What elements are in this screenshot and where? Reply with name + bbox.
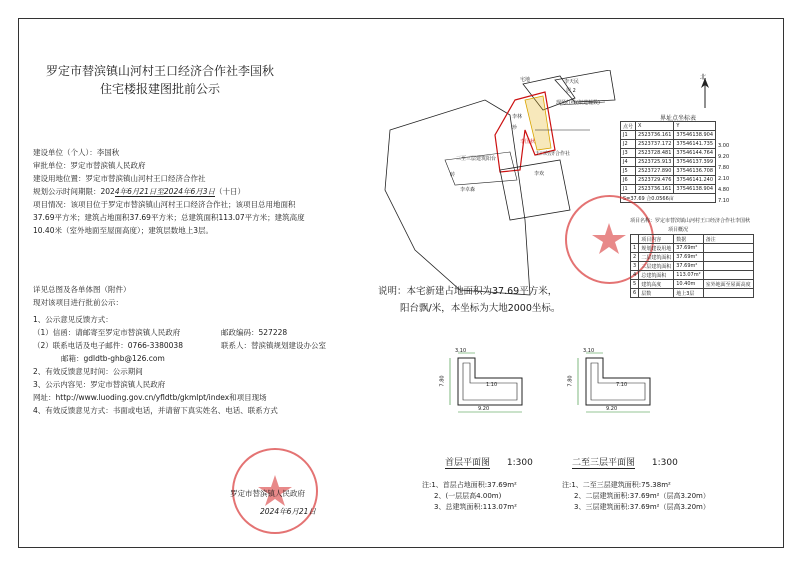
period-suffix: （十日） — [215, 187, 246, 196]
north-label: 北 — [700, 74, 707, 81]
table-row: 6 层数 地上3层 — [631, 289, 754, 298]
plan2-dim-left: 7.80 — [567, 375, 574, 387]
info-block — [33, 146, 305, 237]
plan1-dim-bottom: 9.20 — [478, 406, 490, 412]
label-balcony: 三至三层建筑阳台 — [456, 156, 497, 162]
coord-table — [620, 121, 716, 203]
coord-col-x: X — [636, 122, 674, 131]
plan2-dim-top: 3.10 — [583, 348, 595, 354]
label-lihuan: 李欢 — [534, 171, 545, 177]
period-handwritten: 4年6月21日至2024年6月3日 — [114, 187, 216, 196]
neighbor-upper-right — [555, 70, 615, 102]
plan2-dim-bottom: 9.20 — [606, 406, 618, 412]
plan1-title — [445, 455, 533, 468]
project-line-2: 37.69平方米；建筑占地面积37.69平方米；总建筑面积113.07平方米；建筑高度 — [33, 213, 305, 222]
url-text: 网址：http://www.luoding.gov.cn/yfldtb/gkmlpt/index和项目现场 — [33, 393, 267, 402]
label-coop: 王口经济合作社 — [535, 151, 571, 157]
neighbor-lower — [500, 160, 570, 220]
site-note-line-2: 阳台飘/米，本坐标为大地2000坐标。 — [400, 303, 561, 314]
table-row: 3 三层建筑面积 37.69m² — [631, 262, 754, 271]
coord-table-header: 界址点坐标表 — [660, 115, 697, 122]
plan1-dim-left: 7.80 — [439, 375, 446, 387]
label-litianmin: 李天民 — [564, 79, 580, 85]
land-unit: 建设用地位置：罗定市替滨镇山河村王口经济合作社 — [33, 174, 206, 183]
table-row: J5 2523727.890 37546136.708 — [621, 167, 716, 176]
eco-table-sub: 项目概况 — [668, 227, 689, 233]
table-row: 4 总建筑面积 113.07m² — [631, 271, 754, 280]
postcode: 邮政编码：527228 — [221, 328, 288, 337]
table-row: J1 2523736.161 37546138.904 — [621, 185, 716, 194]
plan1-dim-mid: 1.10 — [486, 382, 498, 388]
plan2-dim-mid: 7.10 — [616, 382, 628, 388]
title-line-2: 住宅楼报建图批前公示 — [99, 82, 220, 96]
body-block — [33, 283, 326, 417]
plan2-title-text: 二至三层平面图 — [572, 458, 636, 468]
plan2-scale: 1:300 — [651, 458, 678, 468]
label-owner: 李国秋 — [520, 139, 536, 145]
plan1-scale: 1:300 — [506, 458, 533, 468]
table-row: J6 2523729.476 37546141.240 — [621, 176, 716, 185]
section-2: 2、有效反馈意见时间：公示期间 — [33, 367, 143, 376]
project-line-3: 10.40米（室外地面至屋面高度）；建筑层数地上3层。 — [33, 226, 213, 235]
project-line-1: 项目情况：该项目位于罗定市替滨镇山河村王口经济合作社；该项目总用地面积 — [33, 200, 296, 209]
plan2-notes: 注:1、二至三层建筑面积:75.38m² 2、二层建筑面积:37.69m²（层高3.20m） 3、三层建筑面积:37.69m²（层高3.20m） — [562, 481, 710, 511]
section-1b: （2）联系电话及电子邮件：0766-3380038 — [33, 341, 183, 350]
title-line-1: 罗定市替滨镇山河村王口经济合作社李国秋 — [45, 64, 274, 78]
plan1-dim-top: 3.10 — [455, 348, 467, 354]
email: 邮箱：gdldtb-ghb@126.com — [61, 354, 165, 363]
sign-date: 2024年6月21日 — [260, 507, 316, 516]
site-note-line-1: 说明：本宅新建占地面积为37.69平方米， — [378, 286, 558, 297]
page-title — [40, 62, 280, 98]
site-note — [378, 283, 560, 317]
section-1: 1、公示意见反馈方式： — [33, 315, 113, 324]
coord-distances: 3.00 9.20 7.80 2.10 4.80 7.10 — [718, 143, 730, 204]
eco-table-header: 项目名称：罗定市替滨镇山河村王口经济合作社李国秋 — [630, 218, 751, 224]
detail-text: 详见总图及各单体图（附件） — [33, 285, 131, 294]
period-prefix: 规划公示时间期限：202 — [33, 187, 115, 196]
section-1a: （1）信函：请邮寄至罗定市替滨镇人民政府 — [33, 328, 181, 337]
table-row: J2 2523737.172 37546141.735 — [621, 140, 716, 149]
approver: 审批单位：罗定市替滨镇人民政府 — [33, 161, 146, 170]
applicant: 建设单位（个人）：李国秋 — [33, 148, 120, 157]
now-text: 现对该项目进行批前公示： — [33, 298, 123, 307]
plan1-notes: 注:1、首层占地面积:37.69m² 2、(一层层高4.00m) 3、总建筑面积:113.07m² — [422, 481, 517, 511]
table-row: 5 建筑高度 10.40m 室外地面至屋面高度 — [631, 280, 754, 289]
label-ju2: 居 2 — [566, 88, 576, 94]
table-row: J1 2523736.161 37546138.904 — [621, 131, 716, 140]
label-zhaidi: 宅地 — [520, 77, 531, 83]
plan2-title — [572, 455, 678, 468]
contact: 联系人：替滨镇规划建设办公室 — [221, 341, 326, 350]
label-lizhuosen: 李卓森 — [460, 187, 476, 193]
section-4: 4、有效反馈意见方式：书面或电话，并请留下真实姓名、电话、联系方式 — [33, 406, 278, 415]
plan1-title-text: 首层平面图 — [445, 458, 491, 468]
coord-col-label: 点号 — [621, 122, 636, 131]
period — [33, 185, 305, 198]
table-row: 2 二层建筑面积 37.69m² — [631, 253, 754, 262]
label-redline: 现场红线(拟建幢数) — [556, 100, 600, 106]
eco-table: 项目内容 数据 备注 1 规划建设用地 37.69m² 2 二层建筑面积 37.69m² 3 三层建筑面积 37.69m² 4 总建筑面积 113.07m² 5 建筑高度 10.40m 室外地面至屋面高度 6 层数 地上3层 — [630, 234, 754, 298]
section-3: 3、公示内容见：罗定市替滨镇人民政府 — [33, 380, 166, 389]
label-lilin: 李林 — [512, 114, 523, 120]
neighbor-parcel — [385, 100, 530, 295]
coord-area: S=37.69 合0.0566亩 — [621, 194, 716, 203]
label-zhen: 珍 — [512, 125, 518, 131]
table-row: J3 2523728.481 37546144.764 — [621, 149, 716, 158]
coord-col-y: Y — [674, 122, 716, 131]
table-row: J4 2523725.913 37546137.399 — [621, 158, 716, 167]
signer: 罗定市替滨镇人民政府 — [230, 489, 305, 498]
table-row: 1 规划建设用地 37.69m² — [631, 244, 754, 253]
label-brick: 砖 — [450, 172, 456, 178]
